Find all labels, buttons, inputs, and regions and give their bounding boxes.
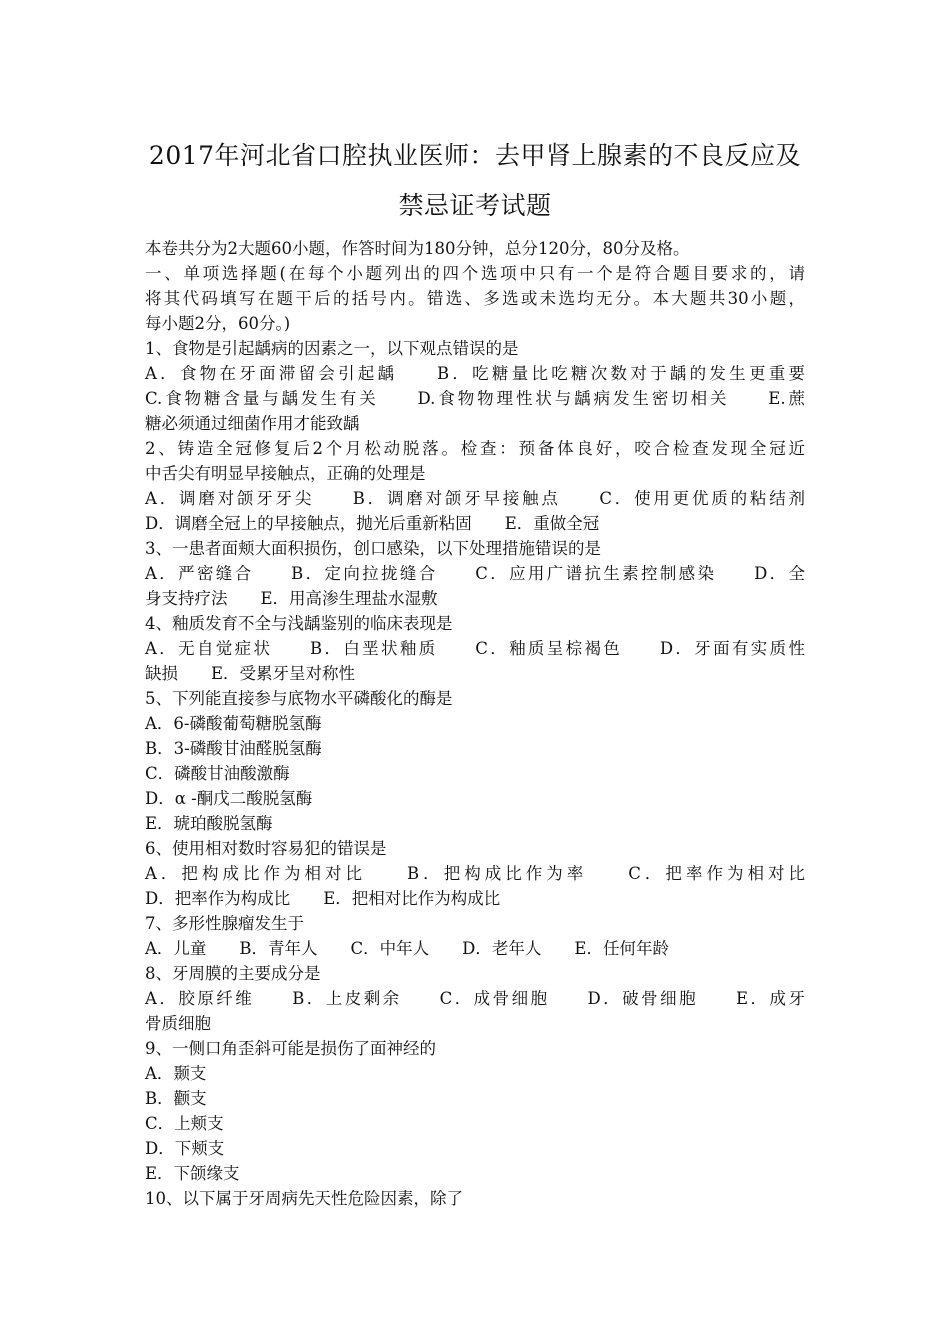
question-stem: 中舌尖有明显早接触点，正确的处理是	[145, 464, 426, 483]
section-instructions: 一、单项选择题(在每个小题列出的四个选项中只有一个是符合题目要求的，请	[145, 264, 805, 283]
question-stem: 9、一侧口角歪斜可能是损伤了面神经的	[145, 1039, 436, 1058]
question-option: D．下颊支	[145, 1139, 225, 1158]
question-options: A．严密缝合 B．定向拉拢缝合 C．应用广谱抗生素控制感染 D．全	[145, 564, 805, 583]
question-stem: 1、食物是引起龋病的因素之一，以下观点错误的是	[145, 339, 519, 358]
question-option: E．下颌缘支	[145, 1164, 240, 1183]
question-option: C．上颊支	[145, 1114, 224, 1133]
question-options: 骨质细胞	[145, 1014, 211, 1033]
question-options: D．把率作为构成比 E．把相对比作为构成比	[145, 889, 501, 908]
document-title-line-2: 禁忌证考试题	[398, 191, 552, 220]
question-options: A．胶原纤维 B．上皮剩余 C．成骨细胞 D．破骨细胞 E．成牙	[145, 989, 805, 1008]
question-stem: 5、下列能直接参与底物水平磷酸化的酶是	[145, 689, 453, 708]
question-stem: 4、釉质发育不全与浅龋鉴别的临床表现是	[145, 614, 453, 633]
section-instructions: 将其代码填写在题干后的括号内。错选、多选或未选均无分。本大题共30小题，	[145, 289, 805, 308]
section-instructions: 每小题2分，60分。)	[145, 314, 291, 333]
question-options: A．食物在牙面滞留会引起龋 B．吃糖量比吃糖次数对于龋的发生更重要	[145, 364, 805, 383]
question-options: A．儿童 B．青年人 C．中年人 D．老年人 E．任何年龄	[145, 939, 669, 958]
question-options: A．把构成比作为相对比 B．把构成比作为率 C．把率作为相对比	[145, 864, 805, 883]
question-options: A．无自觉症状 B．白垩状釉质 C．釉质呈棕褐色 D．牙面有实质性	[145, 639, 805, 658]
question-options: 缺损 E．受累牙呈对称性	[145, 664, 356, 683]
exam-summary: 本卷共分为2大题60小题，作答时间为180分钟，总分120分，80分及格。	[145, 239, 690, 258]
question-option: A．6-磷酸葡萄糖脱氢酶	[145, 714, 322, 733]
question-stem: 3、一患者面颊大面积损伤，创口感染，以下处理措施错误的是	[145, 539, 601, 558]
question-option: D．α -酮戊二酸脱氢酶	[145, 789, 313, 808]
question-stem: 6、使用相对数时容易犯的错误是	[145, 839, 387, 858]
question-option: E．琥珀酸脱氢酶	[145, 814, 273, 833]
question-option: B．颧支	[145, 1089, 207, 1108]
question-stem: 10、以下属于牙周病先天性危险因素，除了	[145, 1189, 463, 1208]
question-options: 糖必须通过细菌作用才能致龋	[145, 414, 360, 433]
question-stem: 8、牙周膜的主要成分是	[145, 964, 321, 983]
question-option: C．磷酸甘油酸激酶	[145, 764, 290, 783]
question-options: 身支持疗法 E．用高渗生理盐水湿敷	[145, 589, 438, 608]
question-stem: 7、多形性腺瘤发生于	[145, 914, 304, 933]
question-options: D．调磨全冠上的早接触点，抛光后重新粘固 E．重做全冠	[145, 514, 600, 533]
question-option: B．3-磷酸甘油醛脱氢酶	[145, 739, 322, 758]
question-option: A．颞支	[145, 1064, 207, 1083]
question-options: A．调磨对颌牙牙尖 B．调磨对颌牙早接触点 C．使用更优质的粘结剂	[145, 489, 805, 508]
document-title-line-1: 2017年河北省口腔执业医师：去甲肾上腺素的不良反应及	[148, 141, 802, 170]
document-body	[145, 236, 805, 1211]
question-options: C.食物糖含量与龋发生有关 D.食物物理性状与龋病发生密切相关 E.蔗	[145, 389, 805, 408]
question-stem: 2、铸造全冠修复后2个月松动脱落。检查：预备体良好，咬合检查发现全冠近	[145, 439, 805, 458]
